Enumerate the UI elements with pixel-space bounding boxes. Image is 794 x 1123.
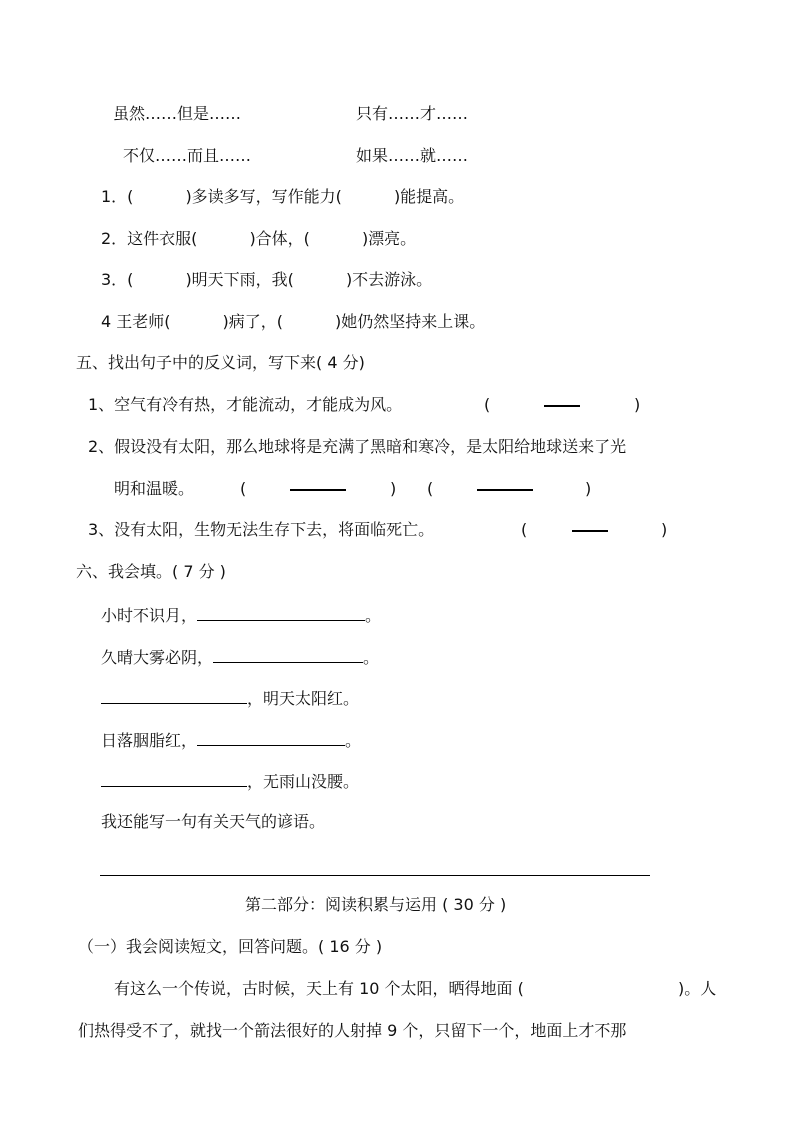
dash-mark bbox=[477, 479, 533, 499]
proverb-prompt: 我还能写一句有关天气的谚语。 bbox=[101, 812, 326, 831]
dash-mark bbox=[572, 520, 608, 540]
paren-open: ( bbox=[427, 479, 434, 498]
antonym-item: 1、空气有冷有热，才能流动，才能成为风。 bbox=[88, 395, 403, 414]
paren-open: ( bbox=[484, 395, 491, 414]
section-heading: 六、我会填。( 7 分 ) bbox=[76, 562, 226, 581]
dash-mark bbox=[544, 395, 580, 415]
fill-item: 1．( )多读多写，写作能力( )能提高。 bbox=[101, 187, 465, 206]
paren-close: ) bbox=[390, 479, 397, 498]
proverb-line: 日落胭脂红， 。 bbox=[101, 731, 362, 750]
paren-open: ( bbox=[521, 520, 528, 539]
fill-item: 2．这件衣服( )合体，( )漂亮。 bbox=[101, 229, 417, 248]
answer-blank[interactable] bbox=[197, 604, 365, 621]
fill-item: 4 王老师( )病了，( )她仍然坚持来上课。 bbox=[101, 312, 486, 331]
section-heading: 五、找出句子中的反义词，写下来( 4 分) bbox=[76, 353, 365, 372]
conjunction-option: 不仅……而且…… bbox=[123, 146, 252, 165]
paren-close: ) bbox=[661, 520, 668, 539]
answer-blank[interactable] bbox=[197, 729, 345, 746]
subsection-heading: （一）我会阅读短文，回答问题。( 16 分 ) bbox=[78, 937, 383, 956]
conjunction-option: 只有……才…… bbox=[356, 104, 469, 123]
paren-close: ) bbox=[634, 395, 641, 414]
proverb-line: 小时不识月， 。 bbox=[101, 606, 382, 625]
conjunction-option: 如果……就…… bbox=[356, 146, 469, 165]
antonym-item-cont: 明和温暖。 bbox=[114, 479, 195, 498]
answer-blank[interactable] bbox=[101, 687, 247, 704]
part-title: 第二部分：阅读积累与运用 ( 30 分 ) bbox=[245, 895, 507, 914]
proverb-line: ，无雨山没腰。 bbox=[101, 770, 359, 792]
paren-open: ( bbox=[240, 479, 247, 498]
answer-blank[interactable] bbox=[101, 770, 247, 787]
antonym-item: 2、假设没有太阳，那么地球将是充满了黑暗和寒冷，是太阳给地球送来了光 bbox=[88, 437, 627, 456]
passage-line: )。人 bbox=[678, 979, 717, 998]
passage-line: 有这么一个传说，古时候，天上有 10 个太阳，晒得地面 ( bbox=[114, 979, 524, 998]
passage-line: 们热得受不了，就找一个箭法很好的人射掉 9 个，只留下一个，地面上才不那 bbox=[78, 1021, 627, 1040]
fill-item: 3．( )明天下雨，我( )不去游泳。 bbox=[101, 270, 433, 289]
answer-line[interactable] bbox=[100, 875, 650, 876]
conjunction-option: 虽然……但是…… bbox=[113, 104, 242, 123]
proverb-line: 久晴大雾必阴， 。 bbox=[101, 648, 380, 667]
proverb-line: ，明天太阳红。 bbox=[101, 687, 359, 709]
dash-mark bbox=[290, 479, 346, 499]
answer-blank[interactable] bbox=[213, 646, 363, 663]
paren-close: ) bbox=[585, 479, 592, 498]
antonym-item: 3、没有太阳，生物无法生存下去，将面临死亡。 bbox=[88, 520, 435, 539]
